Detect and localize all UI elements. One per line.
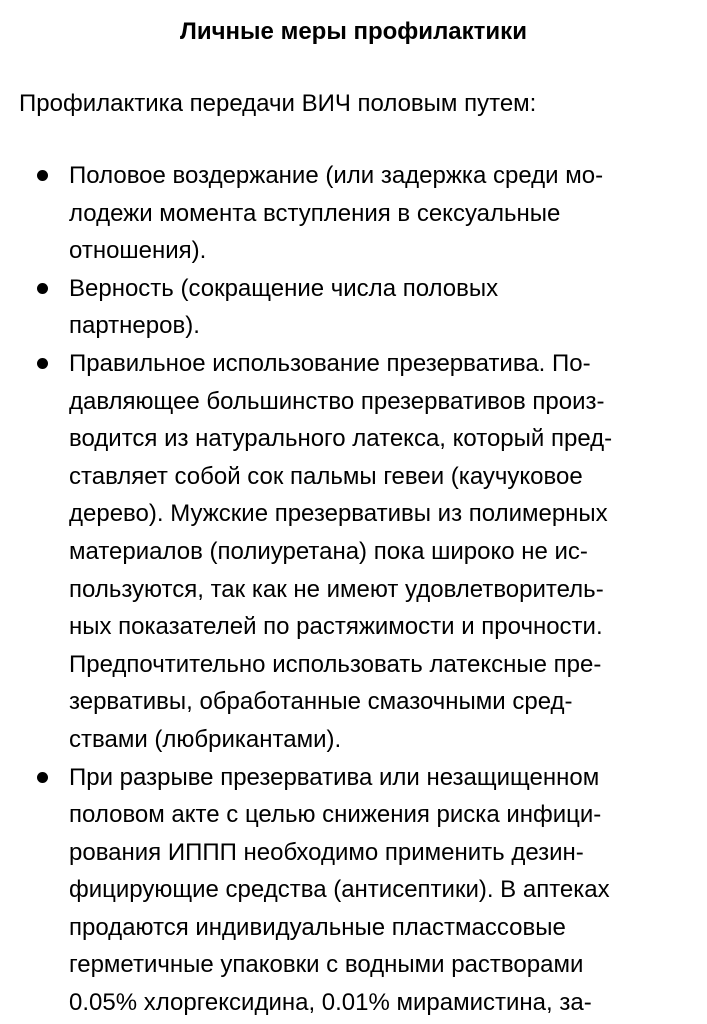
intro-paragraph: Профилактика передачи ВИЧ половым путем: xyxy=(19,90,537,117)
list-item-line: ных показателей по растяжимости и прочности. xyxy=(69,613,603,641)
list-item-line: зервативы, обработанные смазочными сред- xyxy=(69,688,573,716)
list-item-line: Верность (сокращение числа половых xyxy=(69,274,499,302)
list-item-line: водится из натурального латекса, который пред- xyxy=(69,425,613,453)
list-item-line: отношения). xyxy=(69,237,207,265)
list-item-line: материалов (полиуретана) пока широко не ис- xyxy=(69,537,588,565)
list-item xyxy=(0,345,707,759)
list-item-line: При разрыве презерватива или незащищенном xyxy=(69,763,600,791)
list-item-line: Предпочтительно использовать латексные пре- xyxy=(69,650,602,678)
list-item-line: давляющее большинство презервативов произ- xyxy=(69,387,605,415)
list-item-line: Половое воздержание (или задержка среди мо- xyxy=(69,162,604,189)
bullet-icon xyxy=(37,772,48,783)
list-item-line: продаются индивидуальные пластмассовые xyxy=(69,913,566,941)
list-item-line: партнеров). xyxy=(69,312,200,340)
list-item-line: ставляет собой сок пальмы гевеи (каучуковое xyxy=(69,462,583,490)
list-item-line: лодежи момента вступления в сексуальные xyxy=(69,199,561,227)
list-item-line: ствами (любрикантами). xyxy=(69,725,342,753)
bullet-icon xyxy=(37,283,48,294)
page-title: Личные меры профилактики xyxy=(180,18,527,45)
bullet-icon xyxy=(37,358,48,369)
list-item-line: половом акте с целью снижения риска инфици- xyxy=(69,801,602,829)
list-item xyxy=(0,759,707,1022)
list-item-line: фицирующие средства (антисептики). В аптеках xyxy=(69,876,610,904)
list-item-line: пользуются, так как не имеют удовлетворитель- xyxy=(69,575,604,603)
list-item-line: дерево). Мужские презервативы из полимерных xyxy=(69,500,608,528)
list-item-line: рования ИППП необходимо применить дезин- xyxy=(69,838,584,866)
list-item xyxy=(0,157,707,270)
list-item-line: Правильное использование презерватива. По- xyxy=(69,349,591,377)
list-item-line: герметичные упаковки с водными растворами xyxy=(69,951,584,979)
prevention-list xyxy=(0,157,707,1022)
list-item xyxy=(0,270,707,345)
list-item-line: 0.05% хлоргексидина, 0.01% мирамистина, за- xyxy=(69,989,592,1017)
bullet-icon xyxy=(37,170,48,181)
